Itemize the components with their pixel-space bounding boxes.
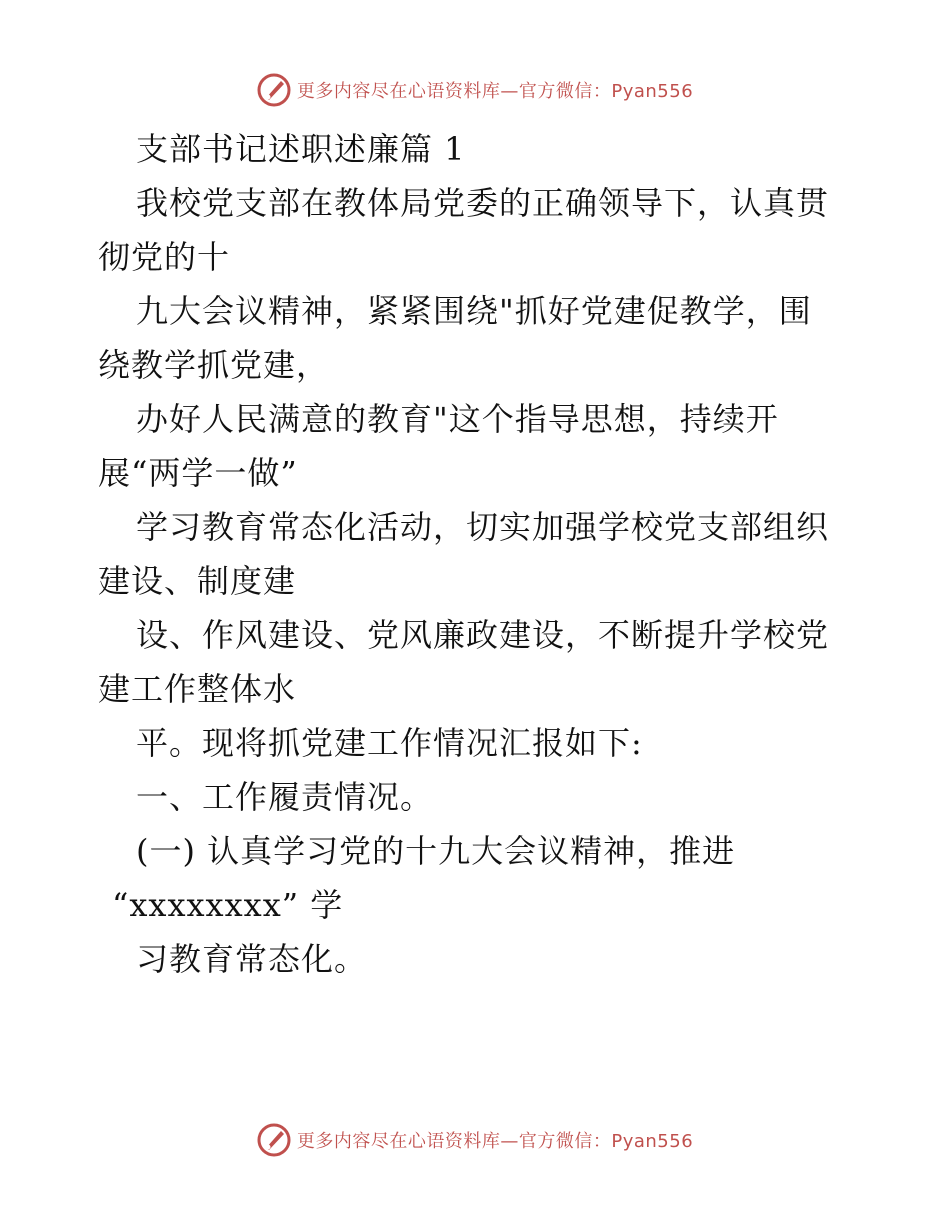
paragraph-line: 平。现将抓党建工作情况汇报如下:	[136, 724, 643, 762]
section-heading: 一、工作履责情况。	[136, 778, 434, 816]
watermark-text: 更多内容尽在心语资料库—官方微信：Pyan556	[296, 1131, 694, 1152]
paragraph-line: 绕教学抓党建，	[98, 346, 330, 384]
paragraph-line: 建工作整体水	[98, 670, 297, 708]
paragraph-line: 习教育常态化。	[136, 940, 368, 978]
header-watermark	[0, 70, 950, 110]
paragraph-line: “xxxxxxxx” 学	[112, 886, 344, 924]
watermark-text: 更多内容尽在心语资料库—官方微信：Pyan556	[296, 81, 694, 102]
paragraph-line: 学习教育常态化活动，切实加强学校党支部组织	[136, 508, 830, 546]
red-quill-logo-icon	[257, 73, 291, 107]
red-quill-logo-icon	[257, 1123, 291, 1157]
paragraph-line: 九大会议精神，紧紧围绕"抓好党建促教学，围	[136, 292, 812, 330]
paragraph-line: 彻党的十	[98, 238, 231, 276]
paragraph-line: 我校党支部在教体局党委的正确领导下，认真贯	[136, 184, 830, 222]
footer-watermark	[0, 1120, 950, 1160]
paragraph-line: 设、作风建设、党风廉政建设，不断提升学校党	[136, 616, 830, 654]
paragraph-line: 办好人民满意的教育"这个指导思想，持续开	[136, 400, 779, 438]
document-title: 支部书记述职述廉篇 1	[136, 130, 466, 168]
subsection-heading: (一) 认真学习党的十九大会议精神，推进	[136, 832, 736, 870]
paragraph-line: 建设、制度建	[98, 562, 297, 600]
paragraph-line: 展“两学一做”	[98, 454, 298, 492]
document-body	[98, 122, 858, 986]
